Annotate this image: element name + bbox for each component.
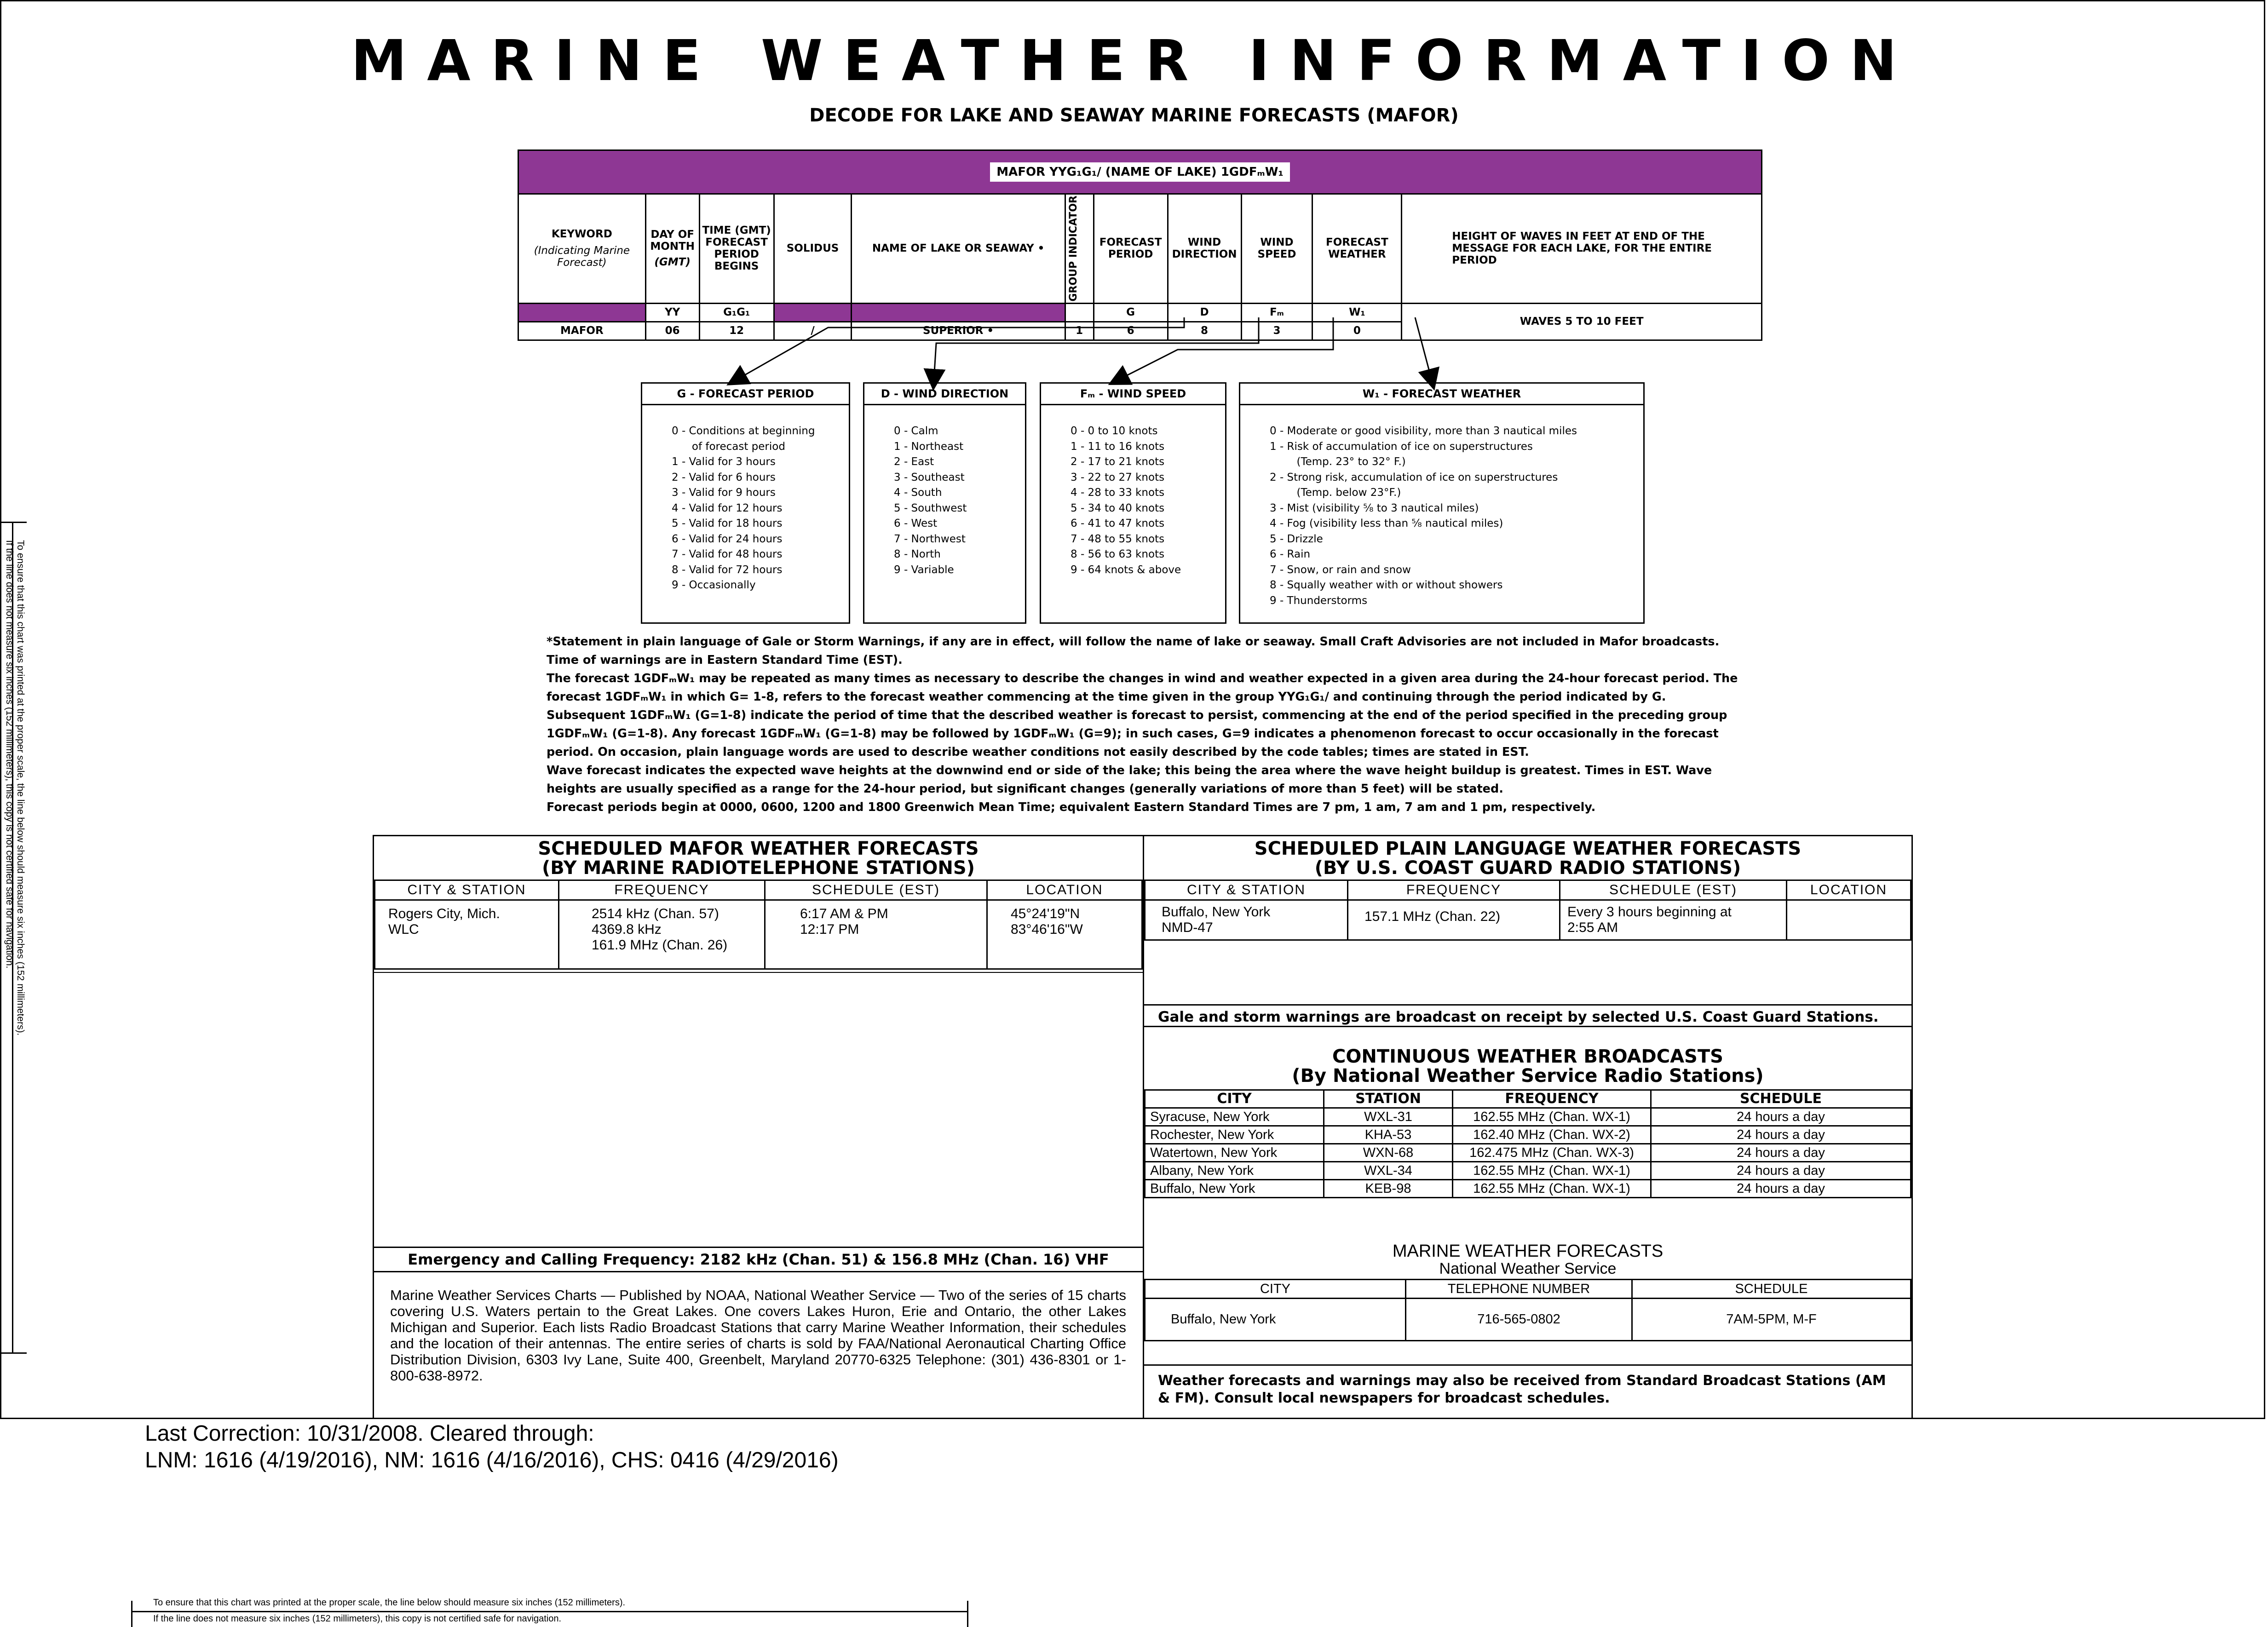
- group-header: GROUP INDICATOR: [1065, 194, 1094, 304]
- table-row-frequency: 2514 kHz (Chan. 57) 4369.8 kHz 161.9 MHz (Chan. 26): [559, 900, 765, 969]
- example-day: 06: [645, 322, 699, 340]
- forecast-weather-box: W₁ - FORECAST WEATHER 0 - Moderate or good visibility, more than 3 nautical miles 1 - Risk of accumulation of ice on superstructures (Temp. 23° to 32° F.) 2 - Strong risk, accumulation of ice on superstructures (Temp. below 23°F.) 3 - Mist (visibility ⅝ to 3 nautical miles) 4 - Fog (visibility less than ⅝ nautical miles) 5 - Drizzle 6 - Rain 7 - Snow, or rain and snow 8 - Squally weather with or without showers 9 - Thunderstorms: [1239, 382, 1645, 624]
- gale-warning-note: Gale and storm warnings are broadcast on receipt by selected U.S. Coast Guard Stations.: [1144, 1004, 1911, 1027]
- forecast-period-header: FORECAST PERIOD: [1094, 194, 1168, 304]
- explanatory-notes: [547, 632, 1743, 816]
- table-row: Albany, New York WXL-34 162.55 MHz (Chan. WX-1) 24 hours a day: [1145, 1162, 1911, 1180]
- scale-note-bottom-2: If the line does not measure six inches (152 millimeters), this copy is not certified safe for navigation.: [153, 1614, 562, 1624]
- wind-direction-box: D - WIND DIRECTION 0 - Calm 1 - Northeast 2 - East 3 - Southeast 4 - South 5 - Southwest 6 - West 7 - Northwest 8 - North 9 - Variable: [863, 382, 1026, 624]
- waves-value: WAVES 5 TO 10 FEET: [1402, 303, 1762, 340]
- col-frequency: FREQUENCY: [1453, 1090, 1651, 1108]
- col-schedule: SCHEDULE (EST): [765, 880, 987, 900]
- example-solidus: /: [774, 322, 852, 340]
- note-waves: Wave forecast indicates the expected wave heights at the downwind end or side of the lake; this being the area where the wave height buildup is greatest. Times in EST. Wave heights are usually specified as a range for the 24-hour period, but significant changes (generally variations of more than 5 feet) will be stated.: [547, 764, 1712, 796]
- plain-schedule-table: [1144, 880, 1911, 941]
- wind-direction-header: WIND DIRECTION: [1168, 194, 1241, 304]
- col-location: LOCATION: [1787, 880, 1911, 900]
- col-location: LOCATION: [987, 880, 1142, 900]
- example-w1: 0: [1312, 322, 1402, 340]
- scale-note-bottom-1: To ensure that this chart was printed at the proper scale, the line below should measure six inches (152 millimeters).: [153, 1598, 626, 1608]
- forecast-period-box: G - FORECAST PERIOD 0 - Conditions at beginning of forecast period 1 - Valid for 3 hours 2 - Valid for 6 hours 3 - Valid for 9 hours 4 - Valid for 12 hours 5 - Valid for 18 hours 6 - Valid for 24 hours 7 - Valid for 48 hours 8 - Valid for 72 hours 9 - Occasionally: [641, 382, 850, 624]
- mafor-schedule-panel: SCHEDULED MAFOR WEATHER FORECASTS (BY MARINE RADIOTELEPHONE STATIONS) CITY & STATION FREQUENCY SCHEDULE (EST) LOCATION Rogers City, Mich. WLC 2514 kHz (Chan. 57) 4369.8 kHz 161.9 MHz (Chan. 26) 6:17 AM & PM 12:17 PM 45°24'19"N 83°46'16"W Emergency and Calling Frequency: 2182 kHz (Chan. 51) & 156.8 MHz (Chan. 16) VHF Marine Weather Services Charts — Published by NOAA, National Weather Service — Two of the series of 15 charts covering U.S. Waters pertain to the Great Lakes. One covers Lakes Huron, Erie and Ontario, the other Lakes Michigan and Superior. Each lists Radio Broadcast Stations that carry Marine Weather Information, their schedules and the location of their antennas. The entire series of charts is sold by FAA/National Aeronautical Charting Office Distribution Division, 6303 Ivy Lane, Suite 400, Greenbelt, Maryland 20770-6325 Telephone: (301) 436-8301 or 1-800-638-8972.: [373, 835, 1144, 1419]
- table-row-frequency: 157.1 MHz (Chan. 22): [1348, 900, 1560, 940]
- table-row: Rochester, New York KHA-53 162.40 MHz (Chan. WX-2) 24 hours a day: [1145, 1126, 1911, 1144]
- col-city-station: CITY & STATION: [375, 880, 559, 900]
- last-correction: Last Correction: 10/31/2008. Cleared through:: [145, 1421, 594, 1446]
- continuous-section: CONTINUOUS WEATHER BROADCASTS (By National Weather Service Radio Stations) CITY STATION FREQUENCY SCHEDULE Syracuse, New York WXL-31 162.55 MHz (Chan. WX-1) 24 hours a day Rochester, New York KHA-53 162.40 MHz (Chan. WX-2) 24 hours a day Watertown, New York WXN-68 162.475 MHz (Chan. WX-3) 24 hours a day Albany, New York WXL-34 162.55 MHz (Chan. WX-1) 24 hours a day Buffalo, New York KEB-98 162.55 MHz (Chan. WX-1) 24 hours a day: [1144, 1047, 1911, 1198]
- symbol-fm: Fₘ: [1241, 303, 1312, 322]
- note-repetition: The forecast 1GDFₘW₁ may be repeated as many times as necessary to describe the changes in wind and weather expected in a given area during the 24-hour forecast period. The forecast 1GDFₘW₁ in which G= 1-8, refers to the forecast weather commencing at the time given in the group YYG₁G₁/ and continuing through the period indicated by G. Subsequent 1GDFₘW₁ (G=1-8) indicate the period of time that the described weather is forecast to persist, commencing at the end of the period specified in the preceding group 1GDFₘW₁ (G=1-8). Any forecast 1GDFₘW₁ (G=1-8) may be followed by 1GDFₘW₁ (G=9); in such cases, G=9 indicates a phenomenon forecast to occur occasionally in the forecast period. On occasion, plain language words are used to describe weather conditions not easily described by the code tables; times are stated in EST.: [547, 672, 1738, 759]
- example-lake: SUPERIOR •: [852, 322, 1065, 340]
- page-title: MARINE WEATHER INFORMATION: [351, 28, 1917, 93]
- arrow-forecast-weather: [1415, 317, 1432, 380]
- time-header: TIME (GMT) FORECAST PERIOD BEGINS: [699, 194, 774, 304]
- cleared-through: LNM: 1616 (4/19/2016), NM: 1616 (4/16/2016), CHS: 0416 (4/29/2016): [145, 1448, 839, 1472]
- symbol-w1: W₁: [1312, 303, 1402, 322]
- forecast-weather-header: FORECAST WEATHER: [1312, 194, 1402, 304]
- scale-note-side-1: To ensure that this chart was printed at the proper scale, the line below should measure six inches (152 millimeters).: [15, 540, 26, 1036]
- example-group: 1: [1065, 322, 1094, 340]
- table-row: Buffalo, New York 716-565-0802 7AM-5PM, M-F: [1145, 1299, 1911, 1341]
- col-schedule: SCHEDULE (EST): [1560, 880, 1787, 900]
- divider: [374, 972, 1143, 973]
- col-frequency: FREQUENCY: [1348, 880, 1560, 900]
- table-row: Buffalo, New York KEB-98 162.55 MHz (Chan. WX-1) 24 hours a day: [1145, 1180, 1911, 1198]
- broadcast-footer-note: Weather forecasts and warnings may also be received from Standard Broadcast Stations (AM & FM). Consult local newspapers for broadcast schedules.: [1144, 1364, 1911, 1414]
- table-row-location: [1787, 900, 1911, 940]
- wind-speed-box: Fₘ - WIND SPEED 0 - 0 to 10 knots 1 - 11 to 16 knots 2 - 17 to 21 knots 3 - 22 to 27 knots 4 - 28 to 33 knots 5 - 34 to 40 knots 6 - 41 to 47 knots 7 - 48 to 55 knots 8 - 56 to 63 knots 9 - 64 knots & above: [1040, 382, 1226, 624]
- col-frequency: FREQUENCY: [559, 880, 765, 900]
- example-keyword: MAFOR: [518, 322, 646, 340]
- arrow-forecast-period: [736, 317, 1184, 380]
- nws-section: MARINE WEATHER FORECASTS National Weather Service CITY TELEPHONE NUMBER SCHEDULE Buffalo, New York 716-565-0802 7AM-5PM, M-F: [1144, 1242, 1911, 1341]
- scale-bar-cap: [131, 1601, 132, 1627]
- col-city: CITY: [1145, 1090, 1324, 1108]
- scale-note-side-2: If the line does not measure six inches (152 millimeters), this copy is not certified safe for navigation.: [4, 540, 15, 969]
- symbol-gg: G₁G₁: [699, 303, 774, 322]
- scale-bar-bottom: [131, 1611, 968, 1612]
- nws-phone-table: [1144, 1279, 1911, 1341]
- example-d: 8: [1168, 322, 1241, 340]
- symbol-g: G: [1094, 303, 1168, 322]
- page-subtitle: DECODE FOR LAKE AND SEAWAY MARINE FORECASTS (MAFOR): [809, 105, 1459, 126]
- col-telephone: TELEPHONE NUMBER: [1406, 1280, 1632, 1299]
- scale-bar-cap: [967, 1601, 968, 1627]
- col-city-station: CITY & STATION: [1145, 880, 1348, 900]
- table-row-location: 45°24'19"N 83°46'16"W: [987, 900, 1142, 969]
- table-row-schedule: 6:17 AM & PM 12:17 PM: [765, 900, 987, 969]
- table-row-schedule: Every 3 hours beginning at 2:55 AM: [1560, 900, 1787, 940]
- keyword-header: KEYWORD (Indicating Marine Forecast): [518, 194, 646, 304]
- symbol-d: D: [1168, 303, 1241, 322]
- table-row: Syracuse, New York WXL-31 162.55 MHz (Chan. WX-1) 24 hours a day: [1145, 1108, 1911, 1126]
- solidus-header: SOLIDUS: [774, 194, 852, 304]
- example-fm: 3: [1241, 322, 1312, 340]
- mafor-schedule-table: [374, 880, 1143, 970]
- wave-height-header: HEIGHT OF WAVES IN FEET AT END OF THE MESSAGE FOR EACH LAKE, FOR THE ENTIRE PERIOD: [1402, 194, 1762, 304]
- table-row-city: Buffalo, New York NMD-47: [1145, 900, 1348, 940]
- col-city: CITY: [1145, 1280, 1406, 1299]
- example-g: 6: [1094, 322, 1168, 340]
- note-warnings: *Statement in plain language of Gale or Storm Warnings, if any are in effect, will follow the name of lake or seaway. Small Craft Advisories are not included in Mafor broadcasts. Time of warnings are in Eastern Standard Time (EST).: [547, 635, 1720, 667]
- scale-bar-cap: [0, 522, 27, 523]
- wind-speed-header: WIND SPEED: [1241, 194, 1312, 304]
- example-time: 12: [699, 322, 774, 340]
- scale-bar-cap: [0, 1352, 27, 1354]
- day-header: DAY OF MONTH (GMT): [645, 194, 699, 304]
- table-row-city: Rogers City, Mich. WLC: [375, 900, 559, 969]
- emergency-frequency: Emergency and Calling Frequency: 2182 kHz (Chan. 51) & 156.8 MHz (Chan. 16) VHF: [374, 1247, 1143, 1272]
- plain-language-panel: SCHEDULED PLAIN LANGUAGE WEATHER FORECASTS (BY U.S. COAST GUARD RADIO STATIONS) CITY & STATION FREQUENCY SCHEDULE (EST) LOCATION Buffalo, New York NMD-47 157.1 MHz (Chan. 22) Every 3 hours beginning at 2:55 AM Gale and storm warnings are broadcast on receipt by selected U.S. Coast Guard Stations. CONTINUOUS WEATHER BROADCASTS (By National Weather Service Radio Stations) CITY STATION FREQUENCY SCHEDULE Syracuse, New York WXL-31 162.55 MHz (Chan. WX-1) 24 hours a day Rochester, New York KHA-53 162.40 MHz (Chan. WX-2) 24 hours a day Watertown, New York WXN-68 162.475 MHz (Chan. WX-3) 24 hours a day Albany, New York WXL-34 162.55 MHz (Chan. WX-1) 24 hours a day Buffalo, New York KEB-98 162.55 MHz (Chan. WX-1) 24 hours a day MARINE WEATHER FORECASTS National Weather Service CITY TELEPHONE NUMBER SCHEDULE Buffalo, New York 716-565-0802 7AM-5PM, M-F Weather forecasts and warnings may also be received from Standard Broadcast Stations (AM & FM). Consult local newspapers for broadcast schedules.: [1143, 835, 1913, 1419]
- note-periods: Forecast periods begin at 0000, 0600, 1200 and 1800 Greenwich Mean Time; equivalent Eastern Standard Times are 7 pm, 1 am, 7 am and 1 pm, respectively.: [547, 800, 1596, 814]
- col-schedule: SCHEDULE: [1632, 1280, 1911, 1299]
- charts-paragraph: Marine Weather Services Charts — Published by NOAA, National Weather Service — Two of the series of 15 charts covering U.S. Waters pertain to the Great Lakes. One covers Lakes Huron, Erie and Ontario, the other Lakes Michigan and Superior. Each lists Radio Broadcast Stations that carry Marine Weather Information, their schedules and the location of their antennas. The entire series of charts is sold by FAA/National Aeronautical Charting Office Distribution Division, 6303 Ivy Lane, Suite 400, Greenbelt, Maryland 20770-6325 Telephone: (301) 436-8301 or 1-800-638-8972.: [390, 1287, 1126, 1384]
- continuous-broadcast-table: [1144, 1089, 1911, 1198]
- col-schedule: SCHEDULE: [1651, 1090, 1911, 1108]
- arrow-wind-direction: [934, 317, 1259, 380]
- lake-header: NAME OF LAKE OR SEAWAY •: [852, 194, 1065, 304]
- symbol-yy: YY: [645, 303, 699, 322]
- col-station: STATION: [1324, 1090, 1453, 1108]
- mafor-header: MAFOR YYG₁G₁/ (NAME OF LAKE) 1GDFₘW₁: [518, 150, 1762, 194]
- arrow-wind-speed: [1118, 317, 1333, 380]
- table-row: Watertown, New York WXN-68 162.475 MHz (Chan. WX-3) 24 hours a day: [1145, 1144, 1911, 1162]
